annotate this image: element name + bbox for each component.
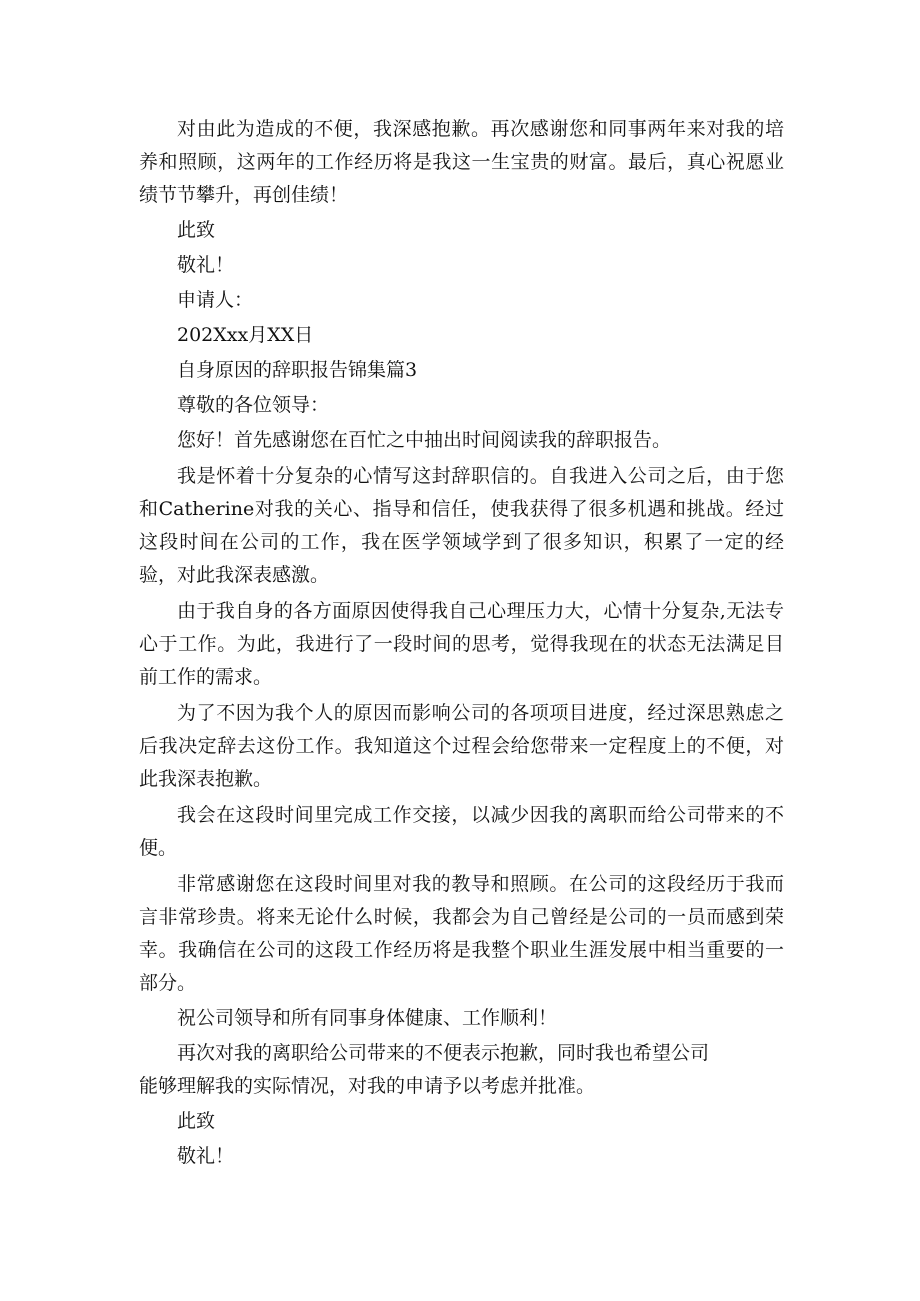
final-request-line-2: 能够理解我的实际情况，对我的申请予以考虑并批准。 [139, 1075, 596, 1097]
final-request [139, 1037, 784, 1103]
wish-line: 祝公司领导和所有同事身体健康、工作顺利！ [177, 1007, 558, 1029]
paragraph-apology: 对由此为造成的不便，我深感抱歉。再次感谢您和同事两年来对我的培养和照顾，这两年的工作经历将是我这一生宝贵的财富。最后，真心祝愿业绩节节攀升，再创佳绩！ [139, 118, 784, 206]
body-paragraph-3: 为了不因为我个人的原因而影响公司的各项项目进度，经过深思熟虑之后我决定辞去这份工作。我知道这个过程会给您带来一定程度上的不便，对此我深表抱歉。 [139, 702, 784, 790]
body-paragraph-4: 我会在这段时间里完成工作交接，以减少因我的离职而给公司带来的不便。 [139, 804, 784, 859]
applicant-label: 申请人： [177, 289, 254, 311]
body-paragraph-2: 由于我自身的各方面原因使得我自己心理压力大，心情十分复杂,无法专心于工作。为此，我进行了一段时间的思考，觉得我现在的状态无法满足目前工作的需求。 [139, 600, 784, 688]
salutation: 尊敬的各位领导： [177, 394, 330, 416]
closing-greeting: 此致 [177, 219, 216, 241]
final-request-line-1: 再次对我的离职给公司带来的不便表示抱歉，同时我也希望公司 [177, 1042, 710, 1064]
closing-salute: 敬礼！ [177, 254, 235, 276]
section-title: 自身原因的辞职报告锦集篇3 [177, 359, 418, 381]
opening-line: 您好！首先感谢您在百忙之中抽出时间阅读我的辞职报告。 [177, 429, 672, 451]
closing-salute-2: 敬礼！ [177, 1145, 235, 1167]
date-line: 202Xxx月XX日 [177, 324, 314, 346]
closing-greeting-2: 此致 [177, 1110, 216, 1132]
body-paragraph-1: 我是怀着十分复杂的心情写这封辞职信的。自我进入公司之后，由于您和Catherine对我的关心、指导和信任，使我获得了很多机遇和挑战。经过这段时间在公司的工作，我在医学领域学到了很多知识，积累了一定的经验，对此我深表感激。 [139, 465, 784, 586]
body-paragraph-5: 非常感谢您在这段时间里对我的教导和照顾。在公司的这段经历于我而言非常珍贵。将来无论什么时候，我都会为自己曾经是公司的一员而感到荣幸。我确信在公司的这段工作经历将是我整个职业生涯发展中相当重要的一部分。 [139, 873, 784, 994]
